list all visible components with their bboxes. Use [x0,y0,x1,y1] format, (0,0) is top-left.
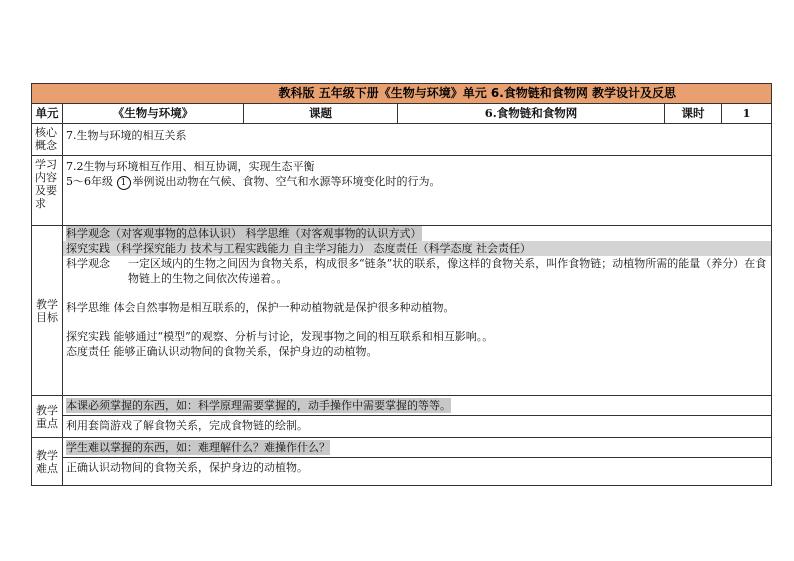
period-value: 1 [742,106,751,120]
circled-number: 1 [117,176,131,190]
goals-hint-2: 探究实践（科学探究能力 技术与工程实践能力 自主学习能力） 态度责任（科学态度 社会责任） [63,241,771,256]
topic-label: 课题 [244,104,398,123]
goal-concept-title: 科学观念 [66,257,110,270]
goal-concept [66,256,768,286]
key-points-hint: 本课必须掌握的东西，如：科学原理需要掌握的，动手操作中需要掌握的等等。 [66,399,451,412]
key-points-text: 利用套筒游戏了解食物关系，完成食物链的绘制。 [66,419,308,432]
goals-hint-1 [66,226,768,241]
difficulties-hint-cell [63,438,771,458]
goals-row [32,226,771,396]
goals-content [63,226,771,395]
key-points-label: 教学重点 [32,396,63,437]
difficulties-hint: 学生难以掌握的东西，如：难理解什么？难操作什么？ [66,441,330,454]
key-points-row [32,396,771,438]
learning-row [32,156,771,226]
goal-concept-text: 一定区域内的生物之间因为食物关系，构成很多“链条”状的联系，像这样的食物关系，叫作食物链；动植物所需的能量（养分）在食物链上的生物之间依次传递着。。 [128,257,767,285]
core-concept-row [32,124,771,156]
unit-label: 单元 [32,104,63,123]
difficulties-label: 教学难点 [32,438,63,485]
lesson-plan-table [31,83,772,486]
period-label: 课时 [665,104,722,123]
learning-label: 学习内容及要求 [32,156,63,225]
topic-value: 6.食物链和食物网 [398,104,665,123]
difficulties-row [32,438,771,485]
difficulties-content [63,438,771,485]
goal-attitude: 态度责任 能够正确认识动物间的食物关系，保护身边的动植物。 [66,345,378,358]
goal-practice: 探究实践 能够通过“模型”的观察、分析与讨论，发现事物之间的相互联系和相互影响。。 [66,330,494,343]
goals-hint-1-text: 科学观念（对客观事物的总体认识） 科学思维（对客观事物的认识方式） [66,227,422,240]
learning-content [63,156,771,225]
core-concept-text: 7.生物与环境的相互关系 [66,129,187,142]
table-title: 教科版 五年级下册《生物与环境》单元 6.食物链和食物网 教学设计及反思 [32,84,771,104]
learning-requirement: 举例说出动物在气候、食物、空气和水源等环境变化时的行为。 [132,175,441,188]
learning-line2 [66,174,768,190]
unit-value: 《生物与环境》 [63,104,244,123]
goals-label: 教学目标 [32,226,63,395]
learning-grade: 5～6年级 [66,175,113,188]
header-row [32,104,771,124]
learning-line1: 7.2生物与环境相互作用、相互协调，实现生态平衡 [66,160,315,173]
difficulties-text: 正确认识动物间的食物关系，保护身边的动植物。 [66,461,308,474]
key-points-content [63,396,771,437]
key-points-hint-cell [63,396,771,416]
goal-thinking: 科学思维 体会自然事物是相互联系的，保护一种动植物就是保护很多种动植物。 [66,301,455,314]
core-concept-label: 核心概念 [32,124,63,155]
